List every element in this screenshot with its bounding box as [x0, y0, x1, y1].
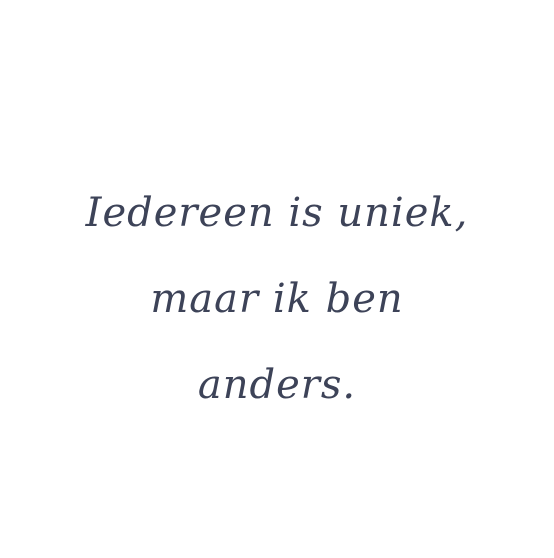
quote-line-1: Iedereen is uniek, — [85, 190, 469, 236]
quote-text — [0, 170, 554, 428]
quote-line-2: maar ik ben — [150, 276, 404, 322]
quote-line-3: anders. — [197, 362, 357, 408]
